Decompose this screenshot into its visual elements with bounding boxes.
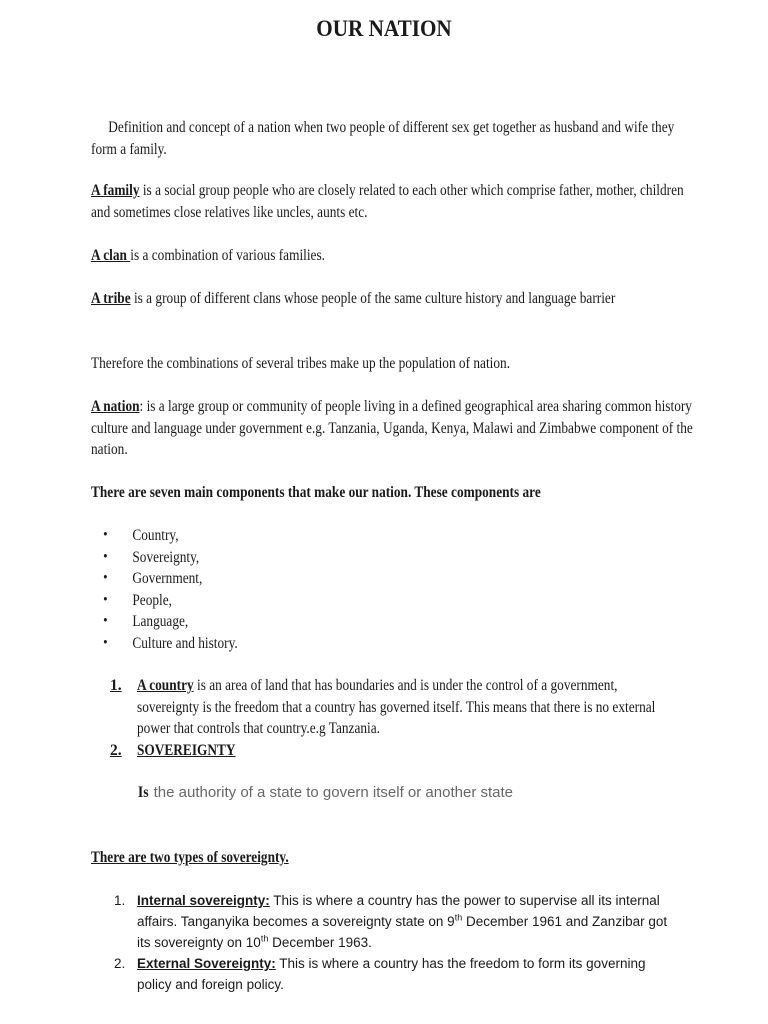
list-item: • Country, (110, 525, 238, 547)
list-item: • Sovereignty, (110, 547, 238, 569)
type1-paragraph (137, 890, 682, 953)
country-term: A country (137, 677, 194, 694)
sovereignty-definition-text: the authority of a state to govern itself or another state (149, 784, 513, 801)
type2-number: 2. (114, 956, 126, 971)
page-title: OUR NATION (316, 16, 452, 41)
nation-term: A nation (91, 398, 140, 415)
clan-term: A clan (91, 247, 131, 264)
sovereignty-definition (137, 782, 513, 804)
family-term: A family (91, 182, 140, 199)
types-heading: There are two types of sovereignty. (91, 849, 289, 866)
country-text: is an area of land that has boundaries and is under the control of a government, sovereignty is the freedom that a country has governed itself. This means that there is no external power that controls that country.e.g Tanzania. (137, 677, 656, 737)
item1-paragraph (137, 675, 670, 740)
internal-sovereignty-text-b: December 1961 and Zanzibar got its sovereignty on 10 (137, 914, 668, 950)
type2-paragraph (137, 953, 682, 995)
therefore-paragraph: Therefore the combinations of several tribes make up the population of nation. (91, 355, 511, 372)
internal-sovereignty-sup-b: th (260, 933, 269, 944)
nation-paragraph (91, 396, 693, 461)
internal-sovereignty-text-c: December 1963. (268, 935, 372, 950)
nation-text: : is a large group or community of people living in a defined geographical area sharing common history culture and language under government e.g. Tanzania, Uganda, Kenya, Malawi and Zimbabwe component of the nation. (91, 398, 693, 458)
clan-paragraph (91, 245, 693, 267)
family-text: is a social group people who are closely related to each other which comprise father, mother, children and sometimes close relatives like uncles, aunts etc. (91, 182, 684, 221)
internal-sovereignty-sup-a: th (454, 912, 463, 923)
components-heading: There are seven main components that make our nation. These components are (91, 484, 541, 501)
tribe-term: A tribe (91, 290, 131, 307)
sovereignty-heading: SOVEREIGNTY (137, 742, 236, 759)
intro-paragraph: Definition and concept of a nation when two people of different sex get together as husband and wife they form a family. (91, 119, 675, 158)
sovereignty-definition-lead: Is (137, 784, 149, 801)
clan-text: is a combination of various families. (130, 247, 326, 264)
list-item: • Language, (110, 611, 238, 633)
components-list (110, 525, 259, 654)
item1-number: 1. (110, 677, 122, 694)
list-item: • People, (110, 590, 238, 612)
family-paragraph (91, 180, 693, 223)
tribe-paragraph (91, 288, 693, 310)
external-sovereignty-term: External Sovereignty: (137, 956, 276, 971)
tribe-text: is a group of different clans whose people of the same culture history and language barrier (130, 290, 616, 307)
internal-sovereignty-term: Internal sovereignty: (137, 893, 270, 908)
internal-sovereignty-text-a: This is where a country has the power to supervise all its internal affairs. Tanganyika becomes a sovereignty state on 9 (137, 893, 660, 929)
item2-number: 2. (110, 742, 122, 759)
external-sovereignty-text: This is where a country has the freedom to form its governing policy and foreign policy. (137, 956, 646, 992)
type1-number: 1. (114, 893, 126, 908)
list-item: • Government, (110, 568, 238, 590)
list-item: • Culture and history. (110, 633, 238, 655)
